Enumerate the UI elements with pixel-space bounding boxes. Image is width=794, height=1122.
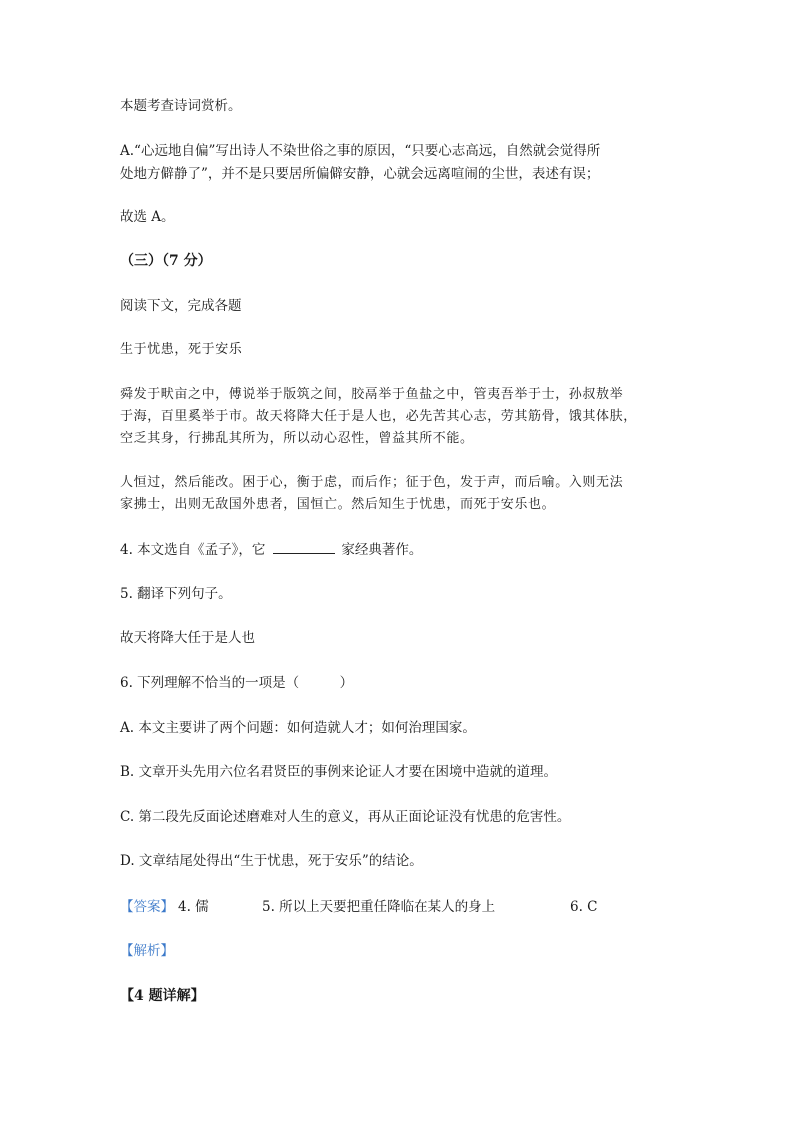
passage-line: 家拂士，出则无敌国外患者，国恒亡。然后知生于忧患，而死于安乐也。 (120, 497, 556, 512)
text-line: A.“心远地自偏”写出诗人不染世俗之事的原因，“只要心志高远，自然就会觉得所 (120, 143, 601, 159)
passage-line: 于海，百里奚举于市。故天将降大任于是人也，必先苦其心志，劳其筋骨，饿其体肤， (120, 409, 637, 424)
passage-line: 空乏其身，行拂乱其所为，所以动心忍性，曾益其所不能。 (120, 431, 474, 446)
section-heading: （三）（7 分） (120, 253, 212, 269)
answer-tag: 【答案】 (120, 899, 174, 915)
question-5: 5. 翻译下列句子。 (120, 586, 232, 602)
text-line: 本题考查诗词赏析。 (120, 98, 242, 114)
question-4-suffix: 家经典著作。 (341, 542, 423, 558)
option-a: A. 本文主要讲了两个问题：如何造就人才；如何治理国家。 (120, 720, 476, 736)
answer-6: 6. C (570, 899, 598, 915)
answer-5: 5. 所以上天要把重任降临在某人的身上 (262, 899, 496, 915)
question-5-sentence: 故天将降大任于是人也 (120, 630, 255, 646)
detail-heading: 【4 题详解】 (120, 988, 205, 1004)
passage-line: 舜发于畎亩之中，傅说举于版筑之间，胶鬲举于鱼盐之中，管夷吾举于士，孙叔敖举 (120, 387, 624, 402)
question-4 (120, 539, 422, 560)
option-b: B. 文章开头先用六位名君贤臣的事例来论证人才要在困境中造就的道理。 (120, 764, 558, 780)
analysis-tag: 【解析】 (120, 943, 174, 959)
question-6: 6. 下列理解不恰当的一项是（ ） (120, 675, 354, 691)
option-d: D. 文章结尾处得出“生于忧患，死于安乐”的结论。 (120, 853, 423, 869)
option-c: C. 第二段先反面论述磨难对人生的意义，再从正面论证没有忧患的危害性。 (120, 809, 571, 825)
instruction: 阅读下文，完成各题 (120, 298, 242, 314)
text-line: 故选 A。 (120, 209, 175, 225)
text-line: 处地方僻静了”，并不是只要居所偏僻安静，心就会远离喧闹的尘世，表述有误； (120, 166, 600, 182)
question-4-prefix: 4. 本文选自《孟子》，它 (120, 542, 266, 558)
passage-line: 人恒过，然后能改。困于心，衡于虑，而后作；征于色，发于声，而后喻。入则无法 (120, 475, 624, 490)
answer-blank (273, 539, 335, 554)
passage-title: 生于忧患，死于安乐 (120, 342, 243, 357)
answer-4: 4. 儒 (178, 899, 209, 915)
